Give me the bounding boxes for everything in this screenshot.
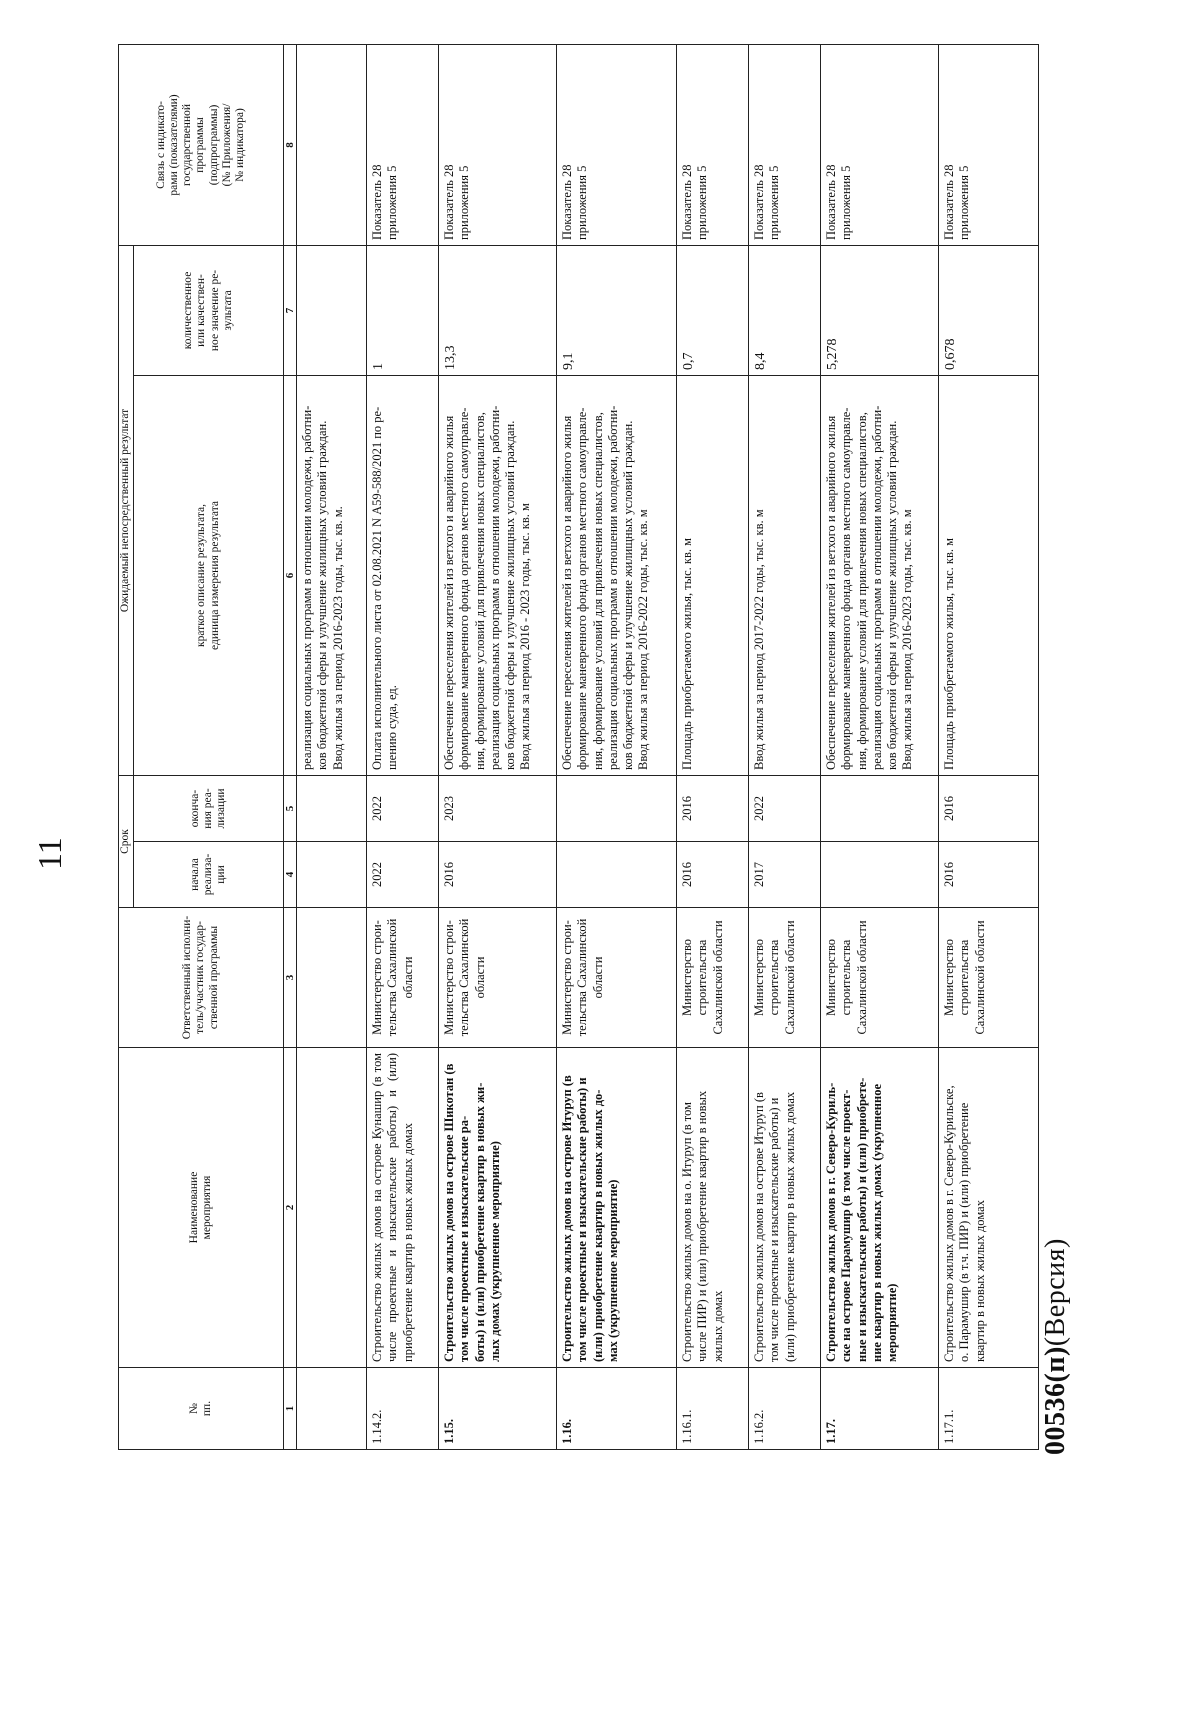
header-result-value: количественное или качествен- ное значение ре- зультата — [134, 245, 284, 375]
row-no — [297, 1368, 367, 1450]
row-responsible — [297, 908, 367, 1048]
row-no: 1.16.1. — [677, 1368, 749, 1450]
row-name: Строительство жилых домов на острове Итуруп (в том числе проектные и изыскательские работы) и (или) приобретение квартир в новых жилых домах — [749, 1048, 821, 1368]
column-number: 8 — [284, 44, 297, 245]
row-no: 1.15. — [439, 1368, 557, 1450]
table-row — [677, 44, 749, 1449]
row-result-desc: Площадь приобретаемого жилья, тыс. кв. м — [677, 375, 749, 775]
row-end: 2016 — [677, 775, 749, 841]
table-row — [367, 44, 439, 1449]
row-result-value: 0,7 — [677, 245, 749, 375]
row-responsible: Министерство строи- тельства Сахалинской области — [557, 908, 677, 1048]
row-start — [557, 842, 677, 908]
table-row — [297, 44, 367, 1449]
row-name: Строительство жилых домов в г. Северо-Куриль- ске на острове Парамушир (в том числе проект- ные и изыскательские работы) и (или) приобрете- ние квартир в новых жилых домах (укрупненное мероприятие) — [821, 1048, 939, 1368]
row-result-value: 8,4 — [749, 245, 821, 375]
row-start — [297, 842, 367, 908]
row-end — [821, 775, 939, 841]
header-result: Ожидаемый непосредственный результат — [119, 245, 134, 775]
row-responsible: Министерство строи- тельства Сахалинской области — [367, 908, 439, 1048]
table-row — [439, 44, 557, 1449]
row-responsible: Министерство строи- тельства Сахалинской области — [439, 908, 557, 1048]
row-result-desc: Обеспечение переселения жителей из ветхого и аварийного жилья формирование маневренного фонда органов местного самоуправле- ния, формирование условий для привлечения новых специалистов, реализация социальных программ в отношении молодежи, работни- ков бюджетной сферы и улучшение жилищных условий граждан. Ввод жилья за период 2016-2022 годы, тыс. кв. м — [557, 375, 677, 775]
row-responsible: Министерство строительства Сахалинской области — [821, 908, 939, 1048]
column-numbers-row — [284, 44, 297, 1449]
row-end — [557, 775, 677, 841]
row-link: Показатель 28 приложения 5 — [367, 44, 439, 245]
row-end: 2022 — [749, 775, 821, 841]
row-name: Строительство жилых домов в г. Северо-Курильске, о. Парамушир (в т.ч. ПИР) и (или) приобретение квартир в новых жилых домах — [939, 1048, 1039, 1368]
column-number: 2 — [284, 1048, 297, 1368]
row-result-desc: Обеспечение переселения жителей из ветхого и аварийного жилья формирование маневренного фонда органов местного самоуправле- ния, формирование условий для привлечения новых специалистов, реализация социальных программ в отношении молодежи, работни- ков бюджетной сферы и улучшение жилищных условий граждан. Ввод жилья за период 2016-2023 годы, тыс. кв. м — [821, 375, 939, 775]
row-name: Строительство жилых домов на острове Шикотан (в том числе проектные и изыскательские ра- боты) и (или) приобретение квартир в новых жи- лых домах (укрупненное мероприятие) — [439, 1048, 557, 1368]
measures-table — [118, 44, 1039, 1450]
row-name: Строительство жилых домов на острове Итуруп (в том числе проектные и изыскательские работы) и (или) приобретение квартир в новых жилых до- мах (укрупненное мероприятие) — [557, 1048, 677, 1368]
header-result-desc: краткое описание результата, единица измерения результата — [134, 375, 284, 775]
row-responsible: Министерство строительства Сахалинской области — [749, 908, 821, 1048]
row-name: Строительство жилых домов на острове Кунашир (в том числе проектные и изыскательские работы) и (или) приобретение квартир в новых жилых домах — [367, 1048, 439, 1368]
row-result-desc: реализация социальных программ в отношении молодежи, работни- ков бюджетной сферы и улучшение жилищных условий граждан. Ввод жилья за период 2016-2023 годы, тыс. кв. м. — [297, 375, 367, 775]
row-responsible: Министерство строительства Сахалинской области — [939, 908, 1039, 1048]
header-term-end: оконча- ния реа- лизации — [134, 775, 284, 841]
row-result-desc: Площадь приобретаемого жилья, тыс. кв. м — [939, 375, 1039, 775]
header-term-start: начала реализа- ции — [134, 842, 284, 908]
table-row — [939, 44, 1039, 1449]
row-result-value — [297, 245, 367, 375]
table-row — [557, 44, 677, 1449]
row-start: 2016 — [439, 842, 557, 908]
table-row — [749, 44, 821, 1449]
row-result-value: 0,678 — [939, 245, 1039, 375]
row-no: 1.17.1. — [939, 1368, 1039, 1450]
row-end: 2023 — [439, 775, 557, 841]
header-name: Наименование мероприятия — [119, 1048, 284, 1368]
row-link: Показатель 28 приложения 5 — [557, 44, 677, 245]
row-result-desc: Оплата исполнительного листа от 02.08.2021 N А59-588/2021 по ре- шению суда, ед. — [367, 375, 439, 775]
row-start: 2016 — [677, 842, 749, 908]
row-result-value: 9,1 — [557, 245, 677, 375]
row-result-value: 13,3 — [439, 245, 557, 375]
row-result-value: 5,278 — [821, 245, 939, 375]
column-number: 3 — [284, 908, 297, 1048]
row-link: Показатель 28 приложения 5 — [939, 44, 1039, 245]
row-link: Показатель 28 приложения 5 — [677, 44, 749, 245]
row-end: 2022 — [367, 775, 439, 841]
column-number: 6 — [284, 375, 297, 775]
row-start: 2017 — [749, 842, 821, 908]
header-link: Связь с индикато- рами (показателями) государственной программы (подпрограммы) (№ Приложения/ № индикатора) — [119, 44, 284, 245]
row-result-desc: Ввод жилья за период 2017-2022 годы, тыс. кв. м — [749, 375, 821, 775]
row-no: 1.16. — [557, 1368, 677, 1450]
column-number: 4 — [284, 842, 297, 908]
row-result-desc: Обеспечение переселения жителей из ветхого и аварийного жилья формирование маневренного фонда органов местного самоуправле- ния, формирование условий для привлечения новых специалистов, реализация социальных программ в отношении молодежи, работни- ков бюджетной сферы и улучшение жилищных условий граждан. Ввод жилья за период 2016 - 2023 годы, тыс. кв. м — [439, 375, 557, 775]
row-result-value: 1 — [367, 245, 439, 375]
row-responsible: Министерство строительства Сахалинской области — [677, 908, 749, 1048]
row-link: Показатель 28 приложения 5 — [749, 44, 821, 245]
column-number: 5 — [284, 775, 297, 841]
header-term: Срок — [119, 775, 134, 907]
document-code — [1040, 1238, 1072, 1455]
row-link: Показатель 28 приложения 5 — [821, 44, 939, 245]
row-link: Показатель 28 приложения 5 — [439, 44, 557, 245]
row-no: 1.14.2. — [367, 1368, 439, 1450]
row-start: 2016 — [939, 842, 1039, 908]
row-end — [297, 775, 367, 841]
row-no: 1.17. — [821, 1368, 939, 1450]
header-row-1 — [119, 44, 134, 1449]
column-number: 1 — [284, 1368, 297, 1450]
header-responsible: Ответственный исполни- тель/участник государ- ственной программы — [119, 908, 284, 1048]
row-start — [821, 842, 939, 908]
page-number: 11 — [32, 837, 69, 870]
table-row — [821, 44, 939, 1449]
row-name: Строительство жилых домов на о. Итуруп (в том числе ПИР) и (или) приобретение квартир в новых жилых домах — [677, 1048, 749, 1368]
header-no: № пп. — [119, 1368, 284, 1450]
column-number: 7 — [284, 245, 297, 375]
document-version: (Версия) — [1040, 1238, 1071, 1347]
row-link — [297, 44, 367, 245]
row-start: 2022 — [367, 842, 439, 908]
row-no: 1.16.2. — [749, 1368, 821, 1450]
row-end: 2016 — [939, 775, 1039, 841]
row-name — [297, 1048, 367, 1368]
document-code-number: 00536(п) — [1040, 1346, 1071, 1455]
